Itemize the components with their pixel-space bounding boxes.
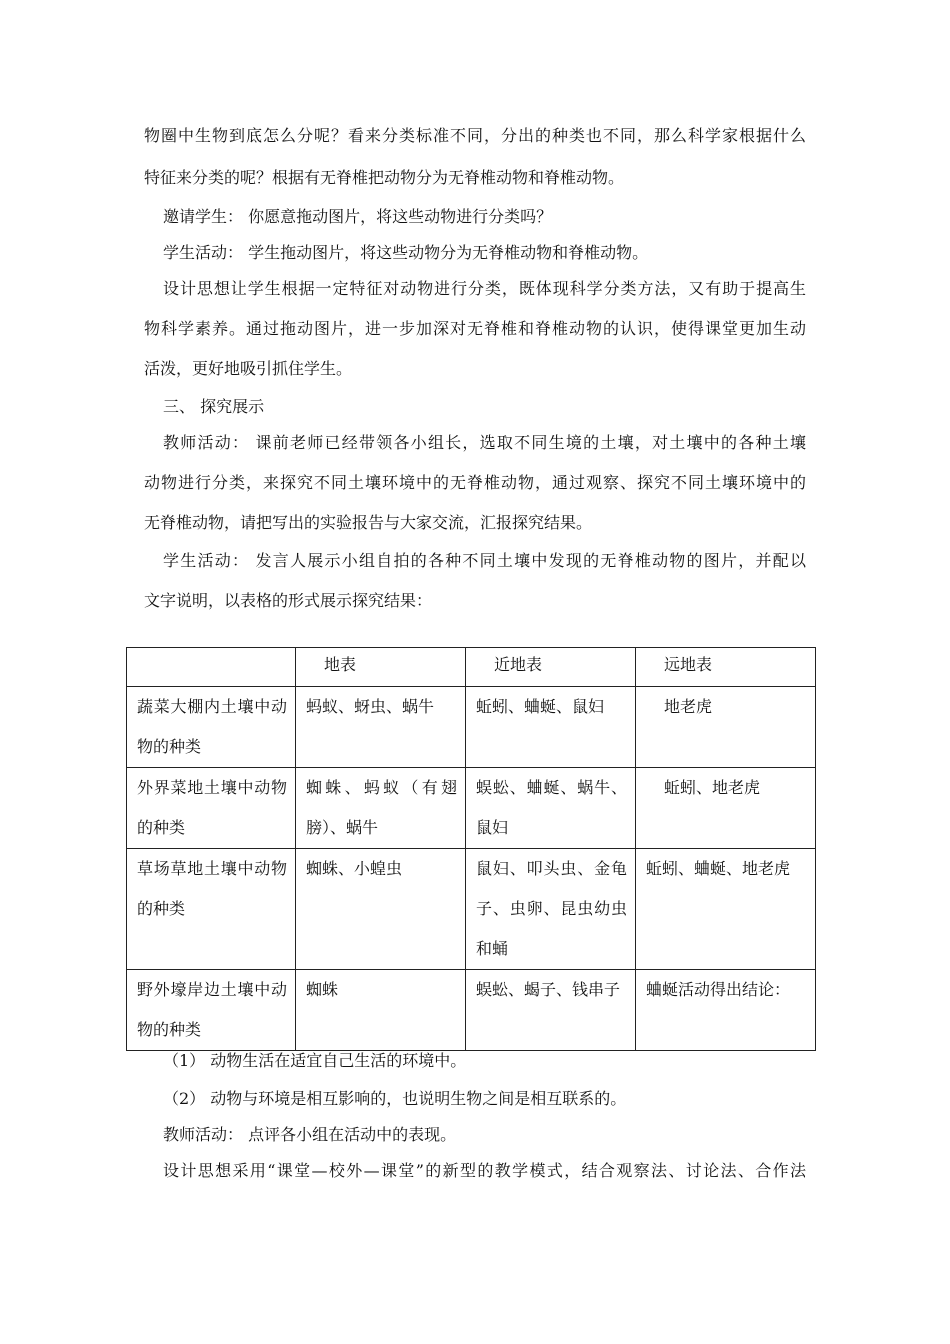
- table-cell: 蚯蚓、蛐蜒、地老虎: [636, 849, 816, 970]
- paragraph-line: 教师活动： 点评各小组在活动中的表现。: [163, 1125, 457, 1144]
- table-header-cell: 远地表: [636, 648, 816, 687]
- paragraph-line: 动物进行分类，来探究不同土壤环境中的无脊椎动物，通过观察、探究不同土壤环境中的: [144, 473, 806, 492]
- paragraph-line: 设计思想让学生根据一定特征对动物进行分类，既体现科学分类方法，又有助于提高生: [163, 279, 806, 298]
- table-header-cell: 近地表: [466, 648, 636, 687]
- table-cell: 野外壕岸边土壤中动物的种类: [127, 970, 296, 1051]
- paragraph-line: 学生活动： 学生拖动图片，将这些动物分为无脊椎动物和脊椎动物。: [163, 243, 649, 262]
- results-table: [126, 647, 816, 1051]
- table-cell: 鼠妇、叩头虫、金龟子、虫卵、昆虫幼虫和蛹: [466, 849, 636, 970]
- table-cell: 蛐蜒活动得出结论：: [636, 970, 816, 1051]
- table-cell: 蚯蚓、地老虎: [636, 768, 816, 849]
- paragraph-line: 无脊椎动物，请把写出的实验报告与大家交流，汇报探究结果。: [144, 513, 593, 532]
- table-cell: 草场草地土壤中动物的种类: [127, 849, 296, 970]
- table-header-cell: 地表: [296, 648, 466, 687]
- table-row: [127, 970, 816, 1051]
- section-heading: 三、 探究展示: [163, 397, 265, 416]
- table-cell: 蜘蛛、小蝗虫: [296, 849, 466, 970]
- paragraph-line: 设计思想采用“课堂—校外—课堂”的新型的教学模式，结合观察法、讨论法、合作法: [163, 1161, 806, 1180]
- paragraph-line: 活泼，更好地吸引抓住学生。: [144, 359, 353, 378]
- table-cell: 蜘蛛: [296, 970, 466, 1051]
- table-cell: 蜈蚣、蝎子、钱串子: [466, 970, 636, 1051]
- paragraph-line: 特征来分类的呢？根据有无脊椎把动物分为无脊椎动物和脊椎动物。: [144, 168, 625, 187]
- table-row: [127, 849, 816, 970]
- table-header-row: [127, 648, 816, 687]
- paragraph-line: 邀请学生： 你愿意拖动图片，将这些动物进行分类吗？: [163, 207, 553, 226]
- paragraph-line: 物圈中生物到底怎么分呢？看来分类标准不同，分出的种类也不同，那么科学家根据什么: [144, 126, 806, 145]
- table-row: [127, 687, 816, 768]
- table-row: [127, 768, 816, 849]
- table-cell: 蚂蚁、蚜虫、蜗牛: [296, 687, 466, 768]
- paragraph-line: 文字说明，以表格的形式展示探究结果：: [144, 591, 433, 610]
- table-cell: 蜘蛛、蚂蚁（有翅膀）、蜗牛: [296, 768, 466, 849]
- conclusion-item: （1） 动物生活在适宜自己生活的环境中。: [163, 1051, 467, 1070]
- paragraph-line: 物科学素养。通过拖动图片，进一步加深对无脊椎和脊椎动物的认识，使得课堂更加生动: [144, 319, 806, 338]
- paragraph-line: 教师活动： 课前老师已经带领各小组长，选取不同生境的土壤，对土壤中的各种土壤: [163, 433, 806, 452]
- table-cell: 外界菜地土壤中动物的种类: [127, 768, 296, 849]
- table-cell: 蚯蚓、蛐蜒、鼠妇: [466, 687, 636, 768]
- paragraph-line: 学生活动： 发言人展示小组自拍的各种不同土壤中发现的无脊椎动物的图片，并配以: [163, 551, 806, 570]
- table-cell: 地老虎: [636, 687, 816, 768]
- table-header-cell: [127, 648, 296, 687]
- conclusion-item: （2） 动物与环境是相互影响的，也说明生物之间是相互联系的。: [163, 1089, 627, 1108]
- table-cell: 蔬菜大棚内土壤中动物的种类: [127, 687, 296, 768]
- table-cell: 蜈蚣、蛐蜒、蜗牛、鼠妇: [466, 768, 636, 849]
